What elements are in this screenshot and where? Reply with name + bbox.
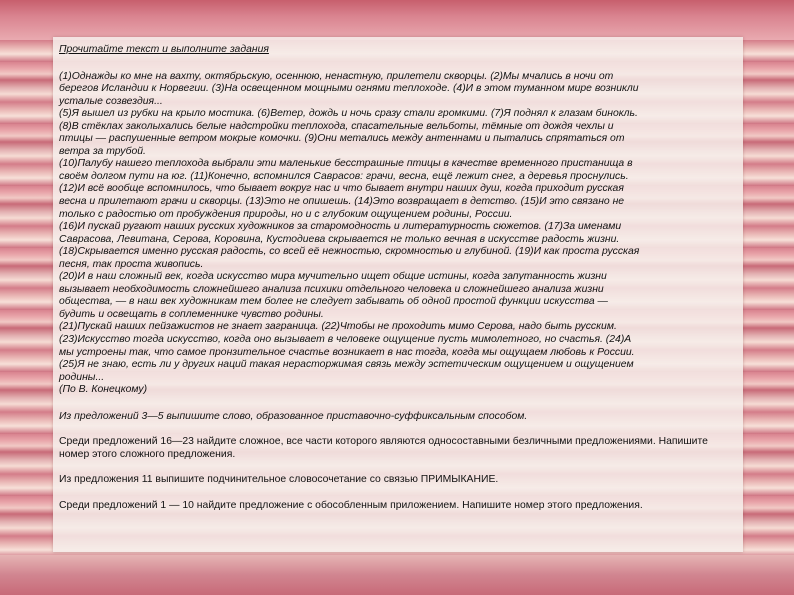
text-line: мы устроены так, что самое пронзительное счастье возникает в нас тогда, когда мы ощущаем любовь к России. [59, 346, 635, 358]
background-band-top [0, 0, 794, 40]
text-line: ветра за трубой. [59, 145, 146, 157]
text-line: (25)Я не знаю, есть ли у других наций такая нерасторжимая связь между эстетическим ощущением и ощущением [59, 359, 634, 371]
text-line: Саврасова, Левитана, Серова, Коровина, Кустодиева скрывается не только вечная в искусстве радость жизни. [59, 233, 620, 245]
text-line: (8)В стёклах заколыхались белые надстройки теплохода, спасательные вельботы, тёмные от дождя чехлы и [59, 120, 614, 132]
task-3: Из предложения 11 выпишите подчинительное словосочетание со связью ПРИМЫКАНИЕ. [59, 474, 499, 486]
text-line: родины... [59, 371, 105, 383]
text-line: только с радостью от пробуждения природы, но и с глубоким ощущением родины, России. [59, 208, 513, 220]
text-line: (20)И в наш сложный век, когда искусство мира мучительно ищет общие истины, когда запутанность жизни [59, 271, 607, 283]
background-band-bottom [0, 555, 794, 595]
text-line: своём долгом пути на юг. (11)Конечно, вспомнился Саврасов: грачи, весна, ещё лежит снег, а деревья проснулись. [59, 170, 629, 182]
task-2: Среди предложений 16—23 найдите сложное, все части которого являются односоставными безличными предложениями. Напишите номер этого сложного предложения. [59, 436, 708, 460]
text-line: будить и освещать в соплеменнике чувство родины. [59, 308, 324, 320]
task-1: Из предложений 3—5 выпишите слово, образованное приставочно-суффиксальным способом. [59, 410, 528, 422]
text-line: (23)Искусство тогда искусство, когда оно вызывает в человеке ощущение пусть мимолетного, но счастья. (24)А [59, 334, 632, 346]
text-line: весна и прилетают грачи и скворцы. (13)Это не опишешь. (14)Это возвращает в детство. (15)И это связано не [59, 196, 625, 208]
text-line: (1)Однажды ко мне на вахту, октябрьскую, осеннюю, ненастную, прилетели скворцы. (2)Мы мчались в ночи от [59, 70, 614, 82]
slide-title: Прочитайте текст и выполните задания [59, 44, 269, 55]
task-4: Среди предложений 1 — 10 найдите предложение с обособленным приложением. Напишите номер этого предложения. [59, 499, 643, 511]
text-author: (По В. Конецкому) [59, 384, 148, 396]
text-line: (10)Палубу нашего теплохода выбрали эти маленькие бесстрашные птицы в качестве временного пристанища в [59, 158, 633, 170]
text-line: (21)Пускай наших пейзажистов не знает заграница. (22)Чтобы не проходить мимо Серова, надо быть русским. [59, 321, 617, 333]
text-line: вызывает необходимость сложнейшего анализа психики отдельного человека и сложнейшего анализа жизни [59, 283, 604, 295]
text-line: птицы — распушенные ветром мокрые комочки. (9)Они метались между антеннами и пытались спрятаться от [59, 133, 625, 145]
text-line: (18)Скрывается именно русская радость, со всей её нежностью, скромностью и глубиной. (19)И как проста русская [59, 246, 640, 258]
source-text [59, 71, 739, 397]
text-line: (12)И всё вообще вспомнилось, что бывает вокруг нас и что бывает внутри наших душ, когда приходит русская [59, 183, 624, 195]
text-line: общества, — в наш век художникам тем более не следует забывать об одной простой функции искусства — [59, 296, 608, 308]
slide-content [59, 44, 739, 513]
text-line: (5)Я вышел из рубки на крыло мостика. (6)Ветер, дождь и ночь сразу стали громкими. (7)Я поднял к глазам бинокль. [59, 108, 638, 120]
text-line: песня, так проста живопись. [59, 258, 204, 270]
text-line: берегов Исландии к Норвегии. (3)На освещенном мощными огнями теплоходе. (4)И в этом туманном мире возникли [59, 83, 639, 95]
text-line: усталые созвездия... [59, 95, 163, 107]
text-line: (16)И пускай ругают наших русских художников за старомодность и литературность сюжетов. (17)За именами [59, 221, 622, 233]
